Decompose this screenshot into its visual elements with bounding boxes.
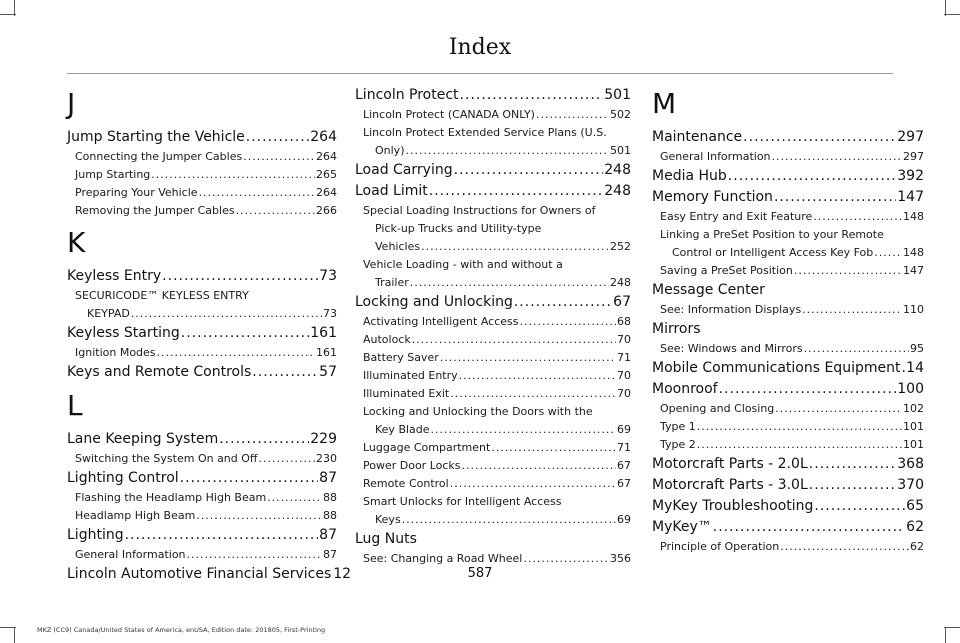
index-subentry-line: SECURICODE™ KEYLESS ENTRY: [75, 289, 249, 302]
entry-text: Illuminated Exit: [363, 387, 450, 400]
entry-page-number: 161: [316, 346, 337, 359]
entry-text: Removing the Jumper Cables: [75, 204, 235, 217]
index-subentry-line: Linking a PreSet Position to your Remote: [660, 228, 884, 241]
index-subentry: [652, 244, 924, 262]
entry-page-number: 148: [903, 246, 924, 259]
entry-page-number: 88: [323, 509, 337, 522]
dot-leader: [901, 358, 905, 379]
index-entry: [355, 181, 631, 202]
entry-text: Moonroof: [652, 381, 718, 397]
dot-leader: [780, 538, 909, 556]
dot-leader: [519, 313, 616, 331]
index-subentry: [355, 349, 631, 367]
entry-page-number: 110: [903, 303, 924, 316]
index-subentry: [67, 344, 337, 362]
index-subentry: [355, 106, 631, 124]
index-subentry: [67, 166, 337, 184]
entry-text: See: Changing a Road Wheel: [363, 552, 523, 565]
entry-text: Mobile Communications Equipment: [652, 360, 901, 376]
entry-page-number: 229: [310, 431, 337, 447]
dot-leader: [243, 148, 315, 166]
entry-text: Trailer: [375, 276, 409, 289]
dot-leader: [252, 362, 318, 383]
index-subentry: [355, 274, 631, 292]
entry-text: Lincoln Protect (CANADA ONLY): [363, 108, 535, 121]
crop-mark: [944, 14, 960, 15]
entry-text: Lincoln Protect: [355, 87, 459, 103]
entry-text: KEYPAD: [87, 307, 130, 320]
index-entry: [652, 496, 924, 517]
dot-leader: [514, 292, 612, 313]
dot-leader: [697, 436, 902, 454]
entry-text: Lug Nuts: [355, 531, 417, 547]
entry-page-number: 12: [333, 566, 352, 582]
dot-leader: [196, 507, 322, 525]
index-subentry: [652, 340, 924, 358]
entry-text: Type 1: [660, 420, 696, 433]
dot-leader: [412, 331, 616, 349]
entry-page-number: 248: [604, 162, 631, 178]
index-subentry: [67, 148, 337, 166]
dot-leader: [772, 148, 902, 166]
index-letter-heading: M: [652, 87, 677, 120]
entry-text: Lighting: [67, 527, 124, 543]
entry-text: See: Windows and Mirrors: [660, 342, 803, 355]
index-entry: [652, 187, 924, 208]
index-subentry: [652, 400, 924, 418]
entry-text: Message Center: [652, 282, 765, 298]
dot-leader: [536, 106, 609, 124]
entry-text: Easy Entry and Exit Feature: [660, 210, 813, 223]
index-subentry-line: Lincoln Protect Extended Service Plans (U.S.: [363, 126, 607, 139]
entry-page-number: 95: [910, 342, 924, 355]
index-entry: [355, 292, 631, 313]
entry-text: Headlamp High Beam: [75, 509, 196, 522]
entry-page-number: 14: [906, 360, 924, 376]
index-subentry: [355, 439, 631, 457]
dot-leader: [450, 475, 616, 493]
index-column-2: [355, 85, 631, 568]
entry-text: Keys and Remote Controls: [67, 364, 252, 380]
header-divider: [67, 73, 893, 74]
entry-page-number: 368: [897, 456, 924, 472]
entry-text: Locking and Unlocking: [355, 294, 513, 310]
dot-leader: [809, 454, 897, 475]
index-subentry: [652, 208, 924, 226]
index-subentry-line: Vehicle Loading - with and without a: [363, 258, 563, 271]
index-subentry: [355, 475, 631, 493]
index-subentry: [355, 331, 631, 349]
dot-leader: [874, 244, 902, 262]
dot-leader: [431, 421, 616, 439]
index-subentry: [355, 238, 631, 256]
entry-page-number: 248: [610, 276, 631, 289]
entry-page-number: 71: [617, 351, 631, 364]
index-subentry-line: Smart Unlocks for Intelligent Access: [363, 495, 562, 508]
entry-page-number: 265: [316, 168, 337, 181]
entry-text: Ignition Modes: [75, 346, 156, 359]
dot-leader: [246, 127, 309, 148]
index-entry: [652, 280, 924, 301]
entry-text: Keyless Starting: [67, 325, 180, 341]
entry-text: Saving a PreSet Position: [660, 264, 793, 277]
entry-text: Autolock: [363, 333, 411, 346]
dot-leader: [813, 208, 902, 226]
entry-page-number: 252: [610, 240, 631, 253]
index-subentry: [355, 511, 631, 529]
entry-page-number: 88: [323, 491, 337, 504]
dot-leader: [794, 262, 902, 280]
entry-page-number: 70: [617, 369, 631, 382]
index-entry: [67, 266, 337, 287]
page-title: Index: [448, 35, 512, 60]
index-subentry: [652, 262, 924, 280]
index-letter-heading: K: [67, 226, 86, 259]
index-subentry: [67, 489, 337, 507]
entry-text: General Information: [660, 150, 771, 163]
entry-page-number: 69: [617, 513, 631, 526]
index-entry: [652, 454, 924, 475]
index-subentry: [652, 418, 924, 436]
dot-leader: [421, 238, 609, 256]
entry-text: Control or Intelligent Access Key Fob: [672, 246, 874, 259]
dot-leader: [259, 450, 316, 468]
entry-text: Switching the System On and Off: [75, 452, 258, 465]
dot-leader: [151, 166, 315, 184]
index-subentry: [355, 367, 631, 385]
entry-page-number: 87: [323, 548, 337, 561]
entry-page-number: 87: [319, 527, 337, 543]
dot-leader: [410, 274, 609, 292]
crop-mark: [0, 14, 16, 15]
entry-text: Type 2: [660, 438, 696, 451]
entry-page-number: 100: [897, 381, 924, 397]
footer-edition-info: MKZ (CC9) Canada/United States of America, enUSA, Edition date: 201805, First-Printing: [37, 626, 326, 634]
index-subentry: [67, 184, 337, 202]
index-entry: [355, 529, 631, 550]
entry-page-number: 147: [897, 189, 924, 205]
entry-text: Power Door Locks: [363, 459, 461, 472]
dot-leader: [402, 511, 616, 529]
index-subentry: [355, 457, 631, 475]
index-subentry-line: Locking and Unlocking the Doors with the: [363, 405, 593, 418]
entry-text: Lincoln Automotive Financial Services: [67, 566, 332, 582]
dot-leader: [125, 525, 319, 546]
entry-text: Luggage Compartment: [363, 441, 491, 454]
index-column-3: [652, 85, 924, 556]
dot-leader: [440, 349, 616, 367]
entry-page-number: 356: [610, 552, 631, 565]
dot-leader: [236, 202, 315, 220]
entry-text: General Information: [75, 548, 186, 561]
entry-page-number: 370: [897, 477, 924, 493]
crop-mark: [945, 627, 946, 643]
index-entry: [652, 358, 924, 379]
index-entry: [67, 323, 337, 344]
dot-leader: [460, 85, 604, 106]
index-entry: [67, 429, 337, 450]
entry-page-number: 101: [903, 438, 924, 451]
entry-page-number: 71: [617, 441, 631, 454]
dot-leader: [454, 160, 604, 181]
entry-text: Activating Intelligent Access: [363, 315, 519, 328]
index-subentry: [652, 436, 924, 454]
entry-text: Connecting the Jumper Cables: [75, 150, 243, 163]
index-subentry-line: Special Loading Instructions for Owners of: [363, 204, 596, 217]
dot-leader: [802, 301, 902, 319]
entry-page-number: 70: [617, 333, 631, 346]
dot-leader: [162, 266, 318, 287]
entry-text: Key Blade: [375, 423, 430, 436]
entry-page-number: 248: [604, 183, 631, 199]
entry-text: Opening and Closing: [660, 402, 775, 415]
index-letter-heading: J: [67, 87, 76, 120]
entry-text: Motorcraft Parts - 2.0L: [652, 456, 808, 472]
dot-leader: [491, 439, 616, 457]
index-entry: [355, 85, 631, 106]
entry-text: MyKey Troubleshooting: [652, 498, 814, 514]
entry-page-number: 101: [903, 420, 924, 433]
entry-page-number: 68: [617, 315, 631, 328]
entry-page-number: 230: [316, 452, 337, 465]
index-subentry: [67, 546, 337, 564]
dot-leader: [719, 379, 897, 400]
entry-page-number: 87: [319, 470, 337, 486]
dot-leader: [809, 475, 897, 496]
crop-mark: [944, 627, 960, 628]
index-entry: [652, 319, 924, 340]
entry-page-number: 297: [897, 129, 924, 145]
dot-leader: [462, 457, 616, 475]
entry-page-number: 266: [316, 204, 337, 217]
index-subentry-line: Pick-up Trucks and Utility-type: [375, 222, 542, 235]
dot-leader: [804, 340, 909, 358]
entry-page-number: 57: [319, 364, 337, 380]
entry-text: Principle of Operation: [660, 540, 780, 553]
dot-leader: [728, 166, 896, 187]
entry-page-number: 67: [613, 294, 631, 310]
entry-page-number: 501: [604, 87, 631, 103]
index-subentry: [355, 313, 631, 331]
entry-page-number: 264: [316, 186, 337, 199]
index-column-1: [67, 85, 352, 585]
index-entry: [652, 475, 924, 496]
entry-page-number: 67: [617, 459, 631, 472]
entry-text: Battery Saver: [363, 351, 439, 364]
index-entry: [67, 362, 337, 383]
dot-leader: [774, 187, 896, 208]
index-subentry: [652, 148, 924, 166]
dot-leader: [775, 400, 902, 418]
dot-leader: [713, 517, 905, 538]
entry-page-number: 264: [310, 129, 337, 145]
entry-text: Memory Function: [652, 189, 773, 205]
entry-text: MyKey™: [652, 519, 712, 535]
entry-text: Vehicles: [375, 240, 421, 253]
entry-text: Jump Starting: [75, 168, 151, 181]
dot-leader: [131, 305, 322, 323]
crop-mark: [14, 627, 15, 643]
index-entry: [652, 517, 924, 538]
entry-text: See: Information Displays: [660, 303, 802, 316]
entry-page-number: 70: [617, 387, 631, 400]
entry-text: Keyless Entry: [67, 268, 162, 284]
entry-page-number: 102: [903, 402, 924, 415]
dot-leader: [697, 418, 902, 436]
entry-text: Remote Control: [363, 477, 449, 490]
index-subentry: [652, 301, 924, 319]
dot-leader: [219, 429, 309, 450]
entry-page-number: 73: [323, 307, 337, 320]
entry-page-number: 392: [897, 168, 924, 184]
dot-leader: [181, 323, 309, 344]
entry-text: Illuminated Entry: [363, 369, 458, 382]
index-entry: [67, 127, 337, 148]
entry-text: Mirrors: [652, 321, 701, 337]
index-subentry: [67, 305, 337, 323]
dot-leader: [743, 127, 896, 148]
entry-text: Load Carrying: [355, 162, 453, 178]
entry-text: Only): [375, 144, 405, 157]
index-subentry: [652, 538, 924, 556]
entry-text: Keys: [375, 513, 401, 526]
dot-leader: [187, 546, 322, 564]
entry-page-number: 501: [610, 144, 631, 157]
entry-page-number: 161: [310, 325, 337, 341]
entry-page-number: 148: [903, 210, 924, 223]
index-subentry: [355, 421, 631, 439]
entry-page-number: 62: [910, 540, 924, 553]
index-letter-heading: L: [67, 389, 83, 422]
entry-text: Load Limit: [355, 183, 428, 199]
entry-page-number: 297: [903, 150, 924, 163]
entry-page-number: 65: [906, 498, 924, 514]
entry-text: Motorcraft Parts - 3.0L: [652, 477, 808, 493]
index-entry: [652, 127, 924, 148]
dot-leader: [267, 489, 322, 507]
index-subentry: [67, 202, 337, 220]
entry-page-number: 264: [316, 150, 337, 163]
entry-page-number: 147: [903, 264, 924, 277]
dot-leader: [459, 367, 616, 385]
index-subentry: [67, 450, 337, 468]
dot-leader: [814, 496, 905, 517]
dot-leader: [429, 181, 604, 202]
entry-page-number: 67: [617, 477, 631, 490]
index-entry: [652, 166, 924, 187]
index-entry: [67, 468, 337, 489]
entry-text: Preparing Your Vehicle: [75, 186, 198, 199]
index-entry: [355, 160, 631, 181]
crop-mark: [0, 627, 16, 628]
entry-page-number: 502: [610, 108, 631, 121]
index-subentry: [67, 507, 337, 525]
index-entry: [67, 525, 337, 546]
page-number: 587: [467, 566, 493, 581]
entry-text: Maintenance: [652, 129, 743, 145]
entry-page-number: 62: [906, 519, 924, 535]
index-subentry: [355, 385, 631, 403]
entry-page-number: 73: [319, 268, 337, 284]
dot-leader: [450, 385, 616, 403]
dot-leader: [199, 184, 315, 202]
dot-leader: [157, 344, 315, 362]
entry-text: Media Hub: [652, 168, 727, 184]
entry-text: Flashing the Headlamp High Beam: [75, 491, 267, 504]
entry-page-number: 69: [617, 423, 631, 436]
entry-text: Lighting Control: [67, 470, 179, 486]
index-entry: [652, 379, 924, 400]
dot-leader: [406, 142, 610, 160]
index-subentry: [355, 142, 631, 160]
entry-text: Lane Keeping System: [67, 431, 219, 447]
entry-text: Jump Starting the Vehicle: [67, 129, 245, 145]
dot-leader: [180, 468, 319, 489]
